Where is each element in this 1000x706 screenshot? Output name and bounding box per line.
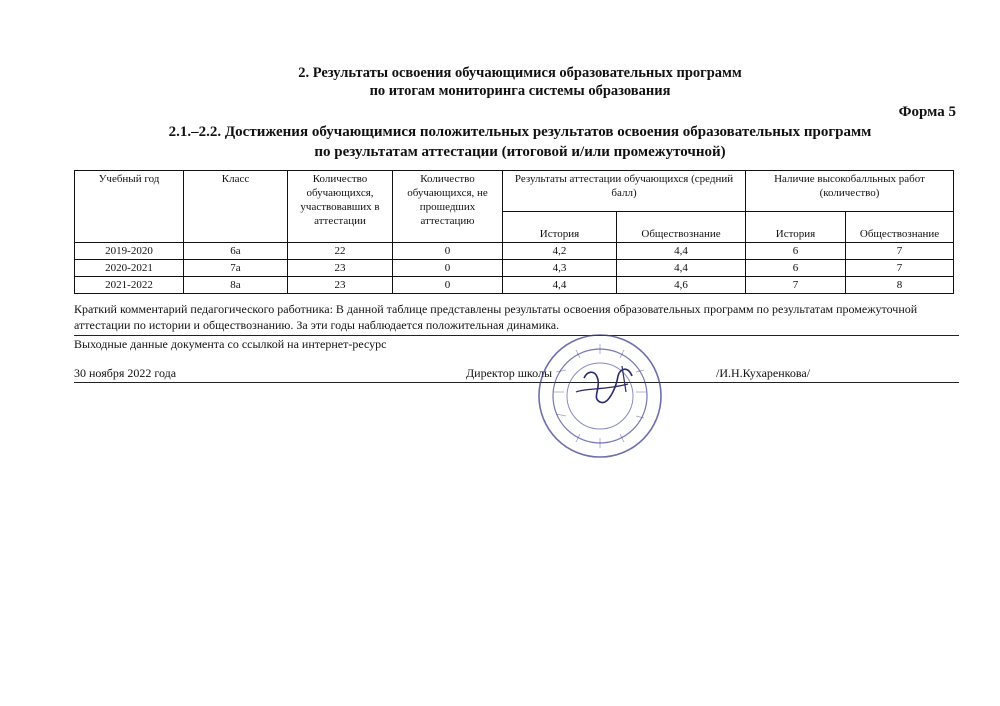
section-title-line1: 2. Результаты освоения обучающимися образовательных программ (298, 65, 742, 81)
signature-name: /И.Н.Кухаренкова/ (716, 366, 811, 380)
cell-class: 8а (184, 277, 288, 294)
header-social: Обществознание (617, 212, 746, 243)
header-failed: Количество обучающихся, не прошедших аттестацию (393, 171, 503, 243)
cell-history-high: 6 (746, 260, 846, 277)
section-title (0, 64, 1000, 100)
cell-year: 2019-2020 (75, 243, 184, 260)
cell-failed: 0 (393, 243, 503, 260)
signature-underline (74, 382, 959, 383)
cell-history-avg: 4,3 (503, 260, 617, 277)
cell-history-high: 7 (746, 277, 846, 294)
cell-social-avg: 4,6 (617, 277, 746, 294)
subsection-title-line1: 2.1.–2.2. Достижения обучающимися положительных результатов освоения образовательных программ (168, 124, 872, 140)
cell-history-avg: 4,4 (503, 277, 617, 294)
cell-class: 6а (184, 243, 288, 260)
header-social-high: Обществознание (846, 212, 954, 243)
cell-failed: 0 (393, 277, 503, 294)
form-label: Форма 5 (898, 104, 956, 120)
header-history: История (503, 212, 617, 243)
cell-participants: 22 (288, 243, 393, 260)
cell-year: 2021-2022 (75, 277, 184, 294)
section-title-line2: по итогам мониторинга системы образования (369, 83, 671, 99)
cell-history-avg: 4,2 (503, 243, 617, 260)
header-history-high: История (746, 212, 846, 243)
attestation-table (74, 170, 954, 294)
header-year: Учебный год (75, 171, 184, 243)
table-row (75, 243, 954, 260)
cell-social-high: 7 (846, 260, 954, 277)
cell-participants: 23 (288, 277, 393, 294)
header-results-group: Результаты аттестации обучающихся (средний балл) (503, 171, 746, 212)
cell-history-high: 6 (746, 243, 846, 260)
cell-social-high: 7 (846, 243, 954, 260)
cell-failed: 0 (393, 260, 503, 277)
cell-year: 2020-2021 (75, 260, 184, 277)
table-row (75, 277, 954, 294)
header-class: Класс (184, 171, 288, 243)
teacher-comment: Краткий комментарий педагогического работника: В данной таблице представлены результаты освоения образовательных программ по результатам промежуточной аттестации по истории и обществознанию. За эти годы наблюдается положительная динамика. (74, 302, 918, 332)
subsection-title-line2: по результатам аттестации (итоговой и/или промежуточной) (314, 144, 726, 160)
cell-participants: 23 (288, 260, 393, 277)
header-participants: Количество обучающихся, участвовавших в аттестации (288, 171, 393, 243)
cell-social-avg: 4,4 (617, 243, 746, 260)
cell-class: 7а (184, 260, 288, 277)
subsection-title (60, 122, 980, 162)
signature-position: Директор школы (466, 366, 553, 380)
signature-date: 30 ноября 2022 года (74, 366, 177, 380)
header-high-group: Наличие высокобалльных работ (количество) (746, 171, 954, 212)
school-seal-stamp (536, 332, 664, 460)
output-data-label: Выходные данные документа со ссылкой на интернет-ресурс (74, 337, 387, 351)
table-row (75, 260, 954, 277)
cell-social-high: 8 (846, 277, 954, 294)
divider (74, 335, 959, 336)
cell-social-avg: 4,4 (617, 260, 746, 277)
